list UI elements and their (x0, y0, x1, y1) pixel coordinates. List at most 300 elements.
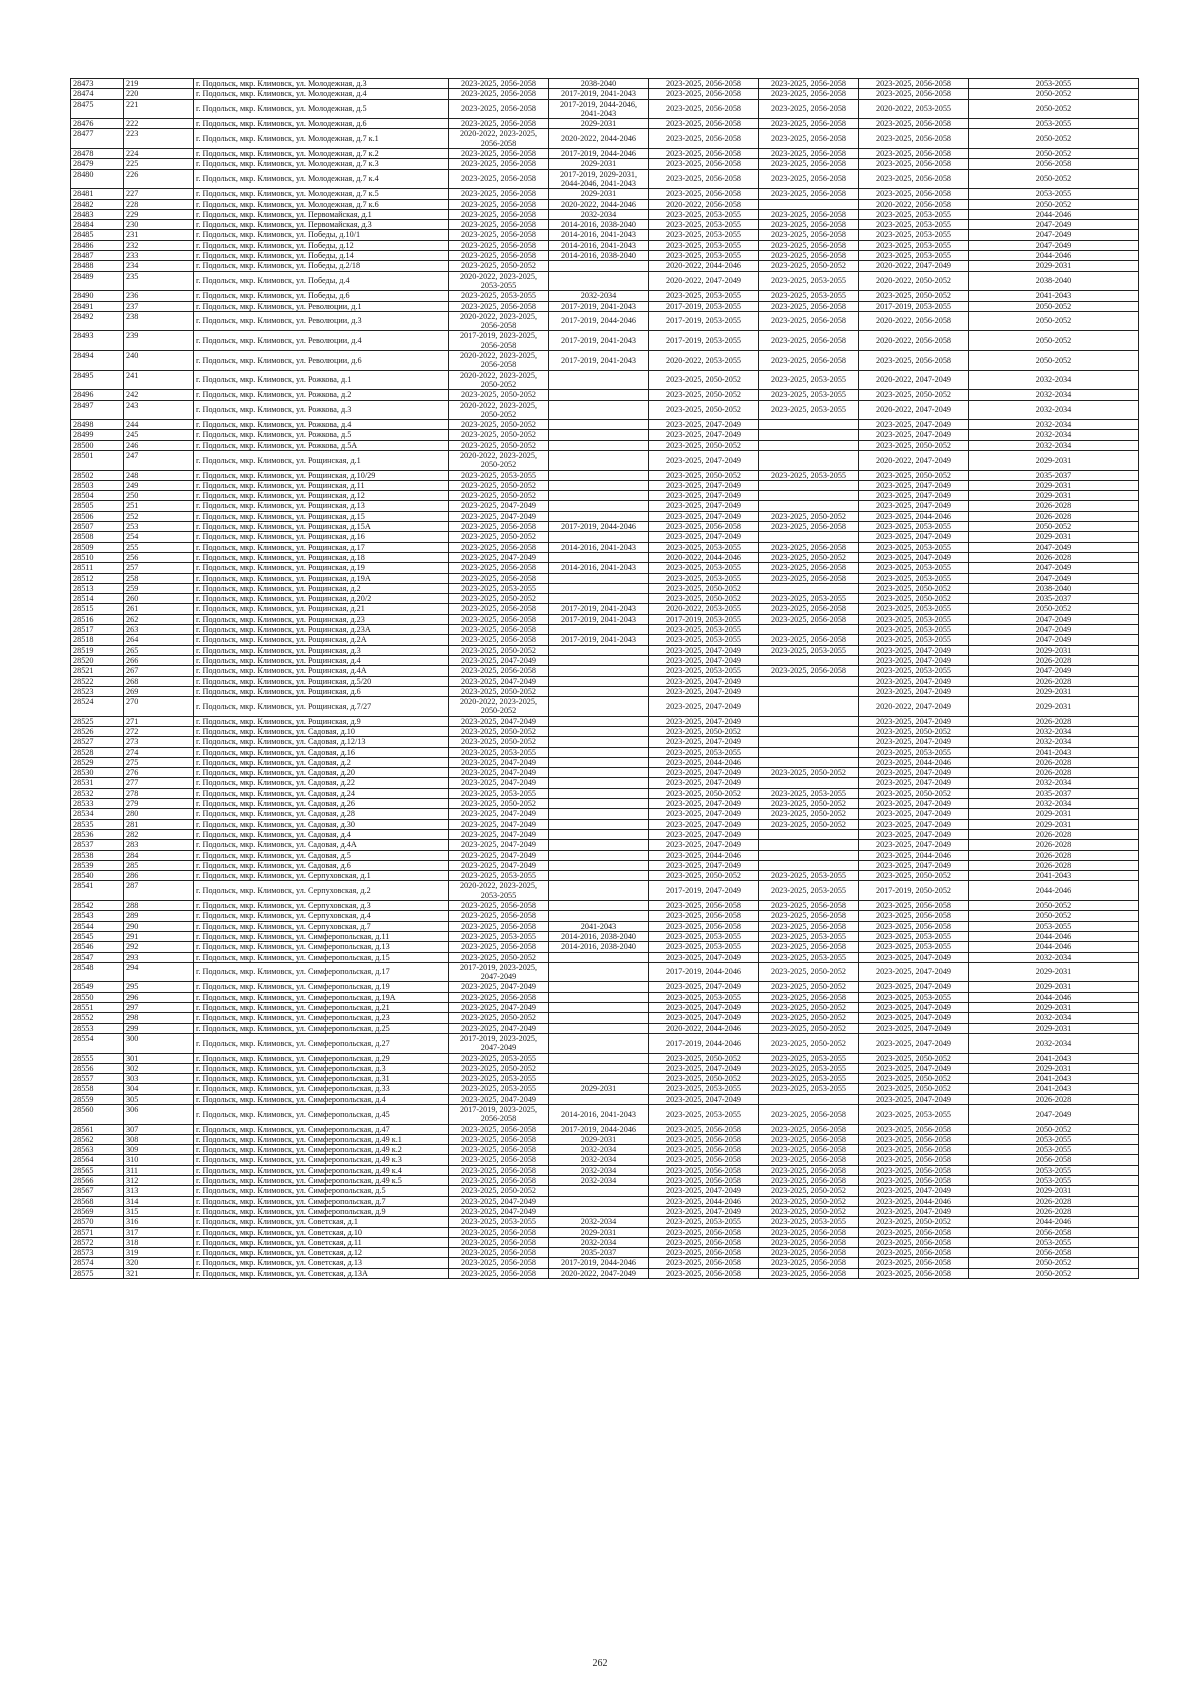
table-row (71, 331, 1139, 351)
period-cell: 2023-2025, 2056-2058 (649, 1248, 759, 1258)
period-cell: 2023-2025, 2056-2058 (859, 1227, 969, 1237)
period-cell: 2023-2025, 2056-2058 (859, 901, 969, 911)
table-row (71, 1063, 1139, 1073)
period-cell: 2023-2025, 2053-2055 (759, 1074, 859, 1084)
period-cell: 2035-2037 (969, 594, 1139, 604)
period-cell: 2023-2025, 2047-2049 (859, 532, 969, 542)
record-id-cell: 28489 (71, 271, 124, 291)
period-cell: 2050-2052 (969, 149, 1139, 159)
period-cell (759, 501, 859, 511)
period-cell (759, 583, 859, 593)
period-cell (549, 982, 649, 992)
address-cell: г. Подольск, мкр. Климовск, ул. Симферопольская, д.49 к.1 (194, 1134, 449, 1144)
table-row (71, 1227, 1139, 1237)
period-cell: 2023-2025, 2047-2049 (649, 860, 759, 870)
record-id-cell: 28539 (71, 860, 124, 870)
period-cell: 2023-2025, 2050-2052 (859, 871, 969, 881)
period-cell: 2020-2022, 2053-2055 (649, 351, 759, 371)
row-number-cell: 284 (124, 850, 194, 860)
period-cell: 2029-2031 (969, 645, 1139, 655)
period-cell: 2023-2025, 2050-2052 (449, 491, 549, 501)
period-cell: 2023-2025, 2047-2049 (649, 491, 759, 501)
record-id-cell: 28516 (71, 614, 124, 624)
record-id-cell: 28522 (71, 676, 124, 686)
row-number-cell: 298 (124, 1013, 194, 1023)
period-cell: 2023-2025, 2050-2052 (449, 799, 549, 809)
period-cell: 2023-2025, 2047-2049 (649, 1094, 759, 1104)
period-cell: 2032-2034 (549, 1165, 649, 1175)
period-cell: 2023-2025, 2050-2052 (449, 727, 549, 737)
period-cell (549, 1023, 649, 1033)
period-cell: 2023-2025, 2050-2052 (649, 788, 759, 798)
period-cell: 2023-2025, 2047-2049 (859, 952, 969, 962)
period-cell: 2023-2025, 2047-2049 (649, 676, 759, 686)
row-number-cell: 266 (124, 655, 194, 665)
table-row (71, 159, 1139, 169)
period-cell: 2023-2025, 2047-2049 (859, 552, 969, 562)
period-cell: 2023-2025, 2056-2058 (449, 1248, 549, 1258)
period-cell: 2023-2025, 2056-2058 (649, 79, 759, 89)
period-cell: 2023-2025, 2056-2058 (759, 79, 859, 89)
period-cell: 2023-2025, 2056-2058 (859, 921, 969, 931)
period-cell: 2023-2025, 2053-2055 (759, 881, 859, 901)
period-cell: 2020-2022, 2047-2049 (859, 697, 969, 717)
period-cell: 2023-2025, 2056-2058 (449, 921, 549, 931)
period-cell: 2023-2025, 2056-2058 (649, 119, 759, 129)
period-cell (759, 491, 859, 501)
period-cell: 2023-2025, 2053-2055 (649, 1084, 759, 1094)
period-cell (549, 952, 649, 962)
table-row (71, 129, 1139, 149)
period-cell: 2050-2052 (969, 129, 1139, 149)
period-cell: 2023-2025, 2053-2055 (649, 209, 759, 219)
period-cell: 2020-2022, 2047-2049 (549, 1268, 649, 1278)
period-cell: 2047-2049 (969, 542, 1139, 552)
address-cell: г. Подольск, мкр. Климовск, ул. Рощинская, д.16 (194, 532, 449, 542)
period-cell: 2023-2025, 2056-2058 (449, 1155, 549, 1165)
period-cell: 2023-2025, 2053-2055 (449, 1217, 549, 1227)
period-cell: 2023-2025, 2047-2049 (649, 952, 759, 962)
record-id-cell: 28555 (71, 1053, 124, 1063)
period-cell: 2023-2025, 2047-2049 (859, 480, 969, 490)
period-cell: 2023-2025, 2047-2049 (649, 430, 759, 440)
period-cell: 2023-2025, 2056-2058 (449, 189, 549, 199)
period-cell: 2023-2025, 2050-2052 (859, 1074, 969, 1084)
period-cell: 2023-2025, 2053-2055 (449, 291, 549, 301)
period-cell: 2023-2025, 2056-2058 (859, 351, 969, 371)
period-cell: 2023-2025, 2056-2058 (449, 573, 549, 583)
period-cell: 2020-2022, 2056-2058 (859, 331, 969, 351)
record-id-cell: 28497 (71, 400, 124, 420)
period-cell: 2023-2025, 2050-2052 (859, 727, 969, 737)
address-cell: г. Подольск, мкр. Климовск, ул. Симферопольская, д.27 (194, 1033, 449, 1053)
table-row (71, 501, 1139, 511)
period-cell: 2026-2028 (969, 501, 1139, 511)
address-cell: г. Подольск, мкр. Климовск, ул. Садовая, д.24 (194, 788, 449, 798)
period-cell: 2023-2025, 2056-2058 (649, 89, 759, 99)
address-cell: г. Подольск, мкр. Климовск, ул. Садовая, д.28 (194, 809, 449, 819)
row-number-cell: 262 (124, 614, 194, 624)
period-cell: 2023-2025, 2053-2055 (759, 390, 859, 400)
period-cell: 2029-2031 (549, 119, 649, 129)
period-cell: 2026-2028 (969, 768, 1139, 778)
period-cell: 2053-2055 (969, 921, 1139, 931)
table-row (71, 829, 1139, 839)
period-cell: 2023-2025, 2047-2049 (649, 1063, 759, 1073)
address-cell: г. Подольск, мкр. Климовск, ул. Советская, д.10 (194, 1227, 449, 1237)
address-cell: г. Подольск, мкр. Климовск, ул. Рощинская, д.4А (194, 666, 449, 676)
table-row (71, 1196, 1139, 1206)
period-cell: 2041-2043 (969, 291, 1139, 301)
period-cell: 2023-2025, 2056-2058 (859, 1134, 969, 1144)
period-cell: 2020-2022, 2023-2025, 2056-2058 (449, 351, 549, 371)
address-cell: г. Подольск, мкр. Климовск, ул. Серпуховская, д.4 (194, 911, 449, 921)
row-number-cell: 238 (124, 311, 194, 331)
record-id-cell: 28523 (71, 686, 124, 696)
period-cell: 2023-2025, 2044-2046 (859, 1196, 969, 1206)
period-cell: 2014-2016, 2041-2043 (549, 1104, 649, 1124)
period-cell (549, 583, 649, 593)
table-row (71, 1074, 1139, 1084)
period-cell: 2023-2025, 2053-2055 (759, 788, 859, 798)
period-cell: 2023-2025, 2053-2055 (449, 747, 549, 757)
table-row (71, 552, 1139, 562)
table-row (71, 542, 1139, 552)
period-cell: 2017-2019, 2053-2055 (649, 301, 759, 311)
row-number-cell: 253 (124, 522, 194, 532)
period-cell: 2023-2025, 2056-2058 (859, 159, 969, 169)
row-number-cell: 272 (124, 727, 194, 737)
table-row (71, 271, 1139, 291)
address-cell: г. Подольск, мкр. Климовск, ул. Симферопольская, д.15 (194, 952, 449, 962)
period-cell: 2023-2025, 2056-2058 (449, 901, 549, 911)
period-cell: 2023-2025, 2050-2052 (759, 1013, 859, 1023)
period-cell: 2017-2019, 2053-2055 (649, 311, 759, 331)
period-cell: 2056-2058 (969, 1155, 1139, 1165)
period-cell: 2023-2025, 2044-2046 (859, 850, 969, 860)
period-cell: 2023-2025, 2050-2052 (449, 1013, 549, 1023)
address-cell: г. Подольск, мкр. Климовск, ул. Рощинская, д.21 (194, 604, 449, 614)
period-cell (759, 778, 859, 788)
period-cell: 2023-2025, 2053-2055 (649, 931, 759, 941)
record-id-cell: 28526 (71, 727, 124, 737)
period-cell (549, 676, 649, 686)
table-row (71, 301, 1139, 311)
row-number-cell: 224 (124, 149, 194, 159)
period-cell: 2041-2043 (969, 1074, 1139, 1084)
period-cell: 2020-2022, 2023-2025, 2050-2052 (449, 450, 549, 470)
period-cell: 2020-2022, 2023-2025, 2053-2055 (449, 271, 549, 291)
period-cell: 2023-2025, 2056-2058 (759, 1155, 859, 1165)
period-cell: 2050-2052 (969, 311, 1139, 331)
record-id-cell: 28481 (71, 189, 124, 199)
period-cell: 2023-2025, 2044-2046 (859, 511, 969, 521)
row-number-cell: 225 (124, 159, 194, 169)
period-cell: 2044-2046 (969, 1217, 1139, 1227)
period-cell: 2050-2052 (969, 99, 1139, 119)
period-cell: 2023-2025, 2047-2049 (859, 1094, 969, 1104)
address-cell: г. Подольск, мкр. Климовск, ул. Симферопольская, д.7 (194, 1196, 449, 1206)
period-cell: 2023-2025, 2047-2049 (449, 676, 549, 686)
table-row (71, 440, 1139, 450)
period-cell (549, 1206, 649, 1216)
record-id-cell: 28491 (71, 301, 124, 311)
address-cell: г. Подольск, мкр. Климовск, ул. Симферопольская, д.19 (194, 982, 449, 992)
period-cell: 2017-2019, 2041-2043 (549, 331, 649, 351)
row-number-cell: 236 (124, 291, 194, 301)
period-cell (549, 860, 649, 870)
row-number-cell: 292 (124, 942, 194, 952)
record-id-cell: 28506 (71, 511, 124, 521)
period-cell: 2023-2025, 2056-2058 (449, 992, 549, 1002)
period-cell: 2023-2025, 2056-2058 (649, 149, 759, 159)
period-cell: 2023-2025, 2053-2055 (759, 271, 859, 291)
period-cell: 2020-2022, 2056-2058 (859, 199, 969, 209)
row-number-cell: 256 (124, 552, 194, 562)
period-cell (759, 697, 859, 717)
period-cell: 2014-2016, 2041-2043 (549, 563, 649, 573)
period-cell: 2023-2025, 2056-2058 (449, 522, 549, 532)
period-cell: 2044-2046 (969, 942, 1139, 952)
record-id-cell: 28574 (71, 1258, 124, 1268)
address-cell: г. Подольск, мкр. Климовск, ул. Садовая, д.12/13 (194, 737, 449, 747)
table-row (71, 89, 1139, 99)
period-cell: 2020-2022, 2023-2025, 2056-2058 (449, 311, 549, 331)
period-cell: 2023-2025, 2047-2049 (649, 768, 759, 778)
period-cell (549, 871, 649, 881)
table-row (71, 79, 1139, 89)
address-cell: г. Подольск, мкр. Климовск, ул. Рожкова, д.1 (194, 370, 449, 390)
record-id-cell: 28486 (71, 240, 124, 250)
row-number-cell: 288 (124, 901, 194, 911)
period-cell: 2023-2025, 2056-2058 (759, 563, 859, 573)
period-cell: 2023-2025, 2056-2058 (759, 921, 859, 931)
period-cell (759, 676, 859, 686)
record-id-cell: 28551 (71, 1003, 124, 1013)
record-id-cell: 28532 (71, 788, 124, 798)
table-row (71, 697, 1139, 717)
period-cell: 2023-2025, 2050-2052 (649, 871, 759, 881)
period-cell: 2023-2025, 2056-2058 (859, 1237, 969, 1247)
period-cell: 2023-2025, 2056-2058 (759, 614, 859, 624)
row-number-cell: 257 (124, 563, 194, 573)
table-row (71, 921, 1139, 931)
record-id-cell: 28478 (71, 149, 124, 159)
period-cell: 2044-2046 (969, 992, 1139, 1002)
row-number-cell: 246 (124, 440, 194, 450)
period-cell: 2023-2025, 2056-2058 (449, 209, 549, 219)
period-cell: 2023-2025, 2050-2052 (449, 686, 549, 696)
period-cell: 2014-2016, 2041-2043 (549, 230, 649, 240)
address-cell: г. Подольск, мкр. Климовск, ул. Молодежная, д.7 к.5 (194, 189, 449, 199)
period-cell: 2047-2049 (969, 573, 1139, 583)
row-number-cell: 319 (124, 1248, 194, 1258)
period-cell: 2023-2025, 2056-2058 (449, 230, 549, 240)
period-cell: 2023-2025, 2044-2046 (649, 1196, 759, 1206)
table-row (71, 625, 1139, 635)
period-cell: 2023-2025, 2056-2058 (649, 921, 759, 931)
period-cell: 2050-2052 (969, 331, 1139, 351)
table-row (71, 573, 1139, 583)
period-cell: 2023-2025, 2053-2055 (649, 542, 759, 552)
period-cell: 2023-2025, 2047-2049 (859, 1033, 969, 1053)
period-cell: 2017-2019, 2041-2043 (549, 89, 649, 99)
period-cell: 2047-2049 (969, 230, 1139, 240)
period-cell: 2029-2031 (969, 686, 1139, 696)
table-row (71, 1124, 1139, 1134)
address-cell: г. Подольск, мкр. Климовск, ул. Рощинская, д.23 (194, 614, 449, 624)
period-cell: 2023-2025, 2053-2055 (449, 788, 549, 798)
address-cell: г. Подольск, мкр. Климовск, ул. Симферопольская, д.19А (194, 992, 449, 1002)
period-cell: 2029-2031 (969, 982, 1139, 992)
period-cell: 2023-2025, 2056-2058 (759, 159, 859, 169)
period-cell: 2017-2019, 2053-2055 (649, 614, 759, 624)
row-number-cell: 263 (124, 625, 194, 635)
period-cell: 2023-2025, 2056-2058 (759, 911, 859, 921)
period-cell: 2050-2052 (969, 604, 1139, 614)
table-row (71, 420, 1139, 430)
period-cell (549, 1074, 649, 1084)
record-id-cell: 28518 (71, 635, 124, 645)
period-cell: 2017-2019, 2044-2046 (549, 1258, 649, 1268)
address-cell: г. Подольск, мкр. Климовск, ул. Симферопольская, д.49 к.3 (194, 1155, 449, 1165)
period-cell: 2023-2025, 2056-2058 (859, 79, 969, 89)
row-number-cell: 231 (124, 230, 194, 240)
period-cell: 2023-2025, 2047-2049 (859, 1013, 969, 1023)
address-cell: г. Подольск, мкр. Климовск, ул. Рощинская, д.9 (194, 716, 449, 726)
record-id-cell: 28513 (71, 583, 124, 593)
period-cell: 2023-2025, 2056-2058 (759, 1258, 859, 1268)
address-cell: г. Подольск, мкр. Климовск, ул. Победы, д.14 (194, 251, 449, 261)
period-cell: 2023-2025, 2044-2046 (859, 757, 969, 767)
table-row (71, 1176, 1139, 1186)
address-cell: г. Подольск, мкр. Климовск, ул. Рощинская, д.6 (194, 686, 449, 696)
row-number-cell: 235 (124, 271, 194, 291)
row-number-cell: 243 (124, 400, 194, 420)
period-cell: 2023-2025, 2056-2058 (759, 542, 859, 552)
period-cell (549, 962, 649, 982)
period-cell: 2023-2025, 2053-2055 (859, 992, 969, 1002)
period-cell: 2017-2019, 2044-2046 (549, 522, 649, 532)
period-cell: 2023-2025, 2056-2058 (649, 911, 759, 921)
period-cell: 2020-2022, 2023-2025, 2050-2052 (449, 370, 549, 390)
period-cell: 2023-2025, 2056-2058 (449, 199, 549, 209)
row-number-cell: 229 (124, 209, 194, 219)
period-cell (549, 799, 649, 809)
table-row (71, 1237, 1139, 1247)
period-cell (549, 1063, 649, 1073)
record-id-cell: 28550 (71, 992, 124, 1002)
page-number: 262 (592, 1658, 608, 1669)
period-cell: 2023-2025, 2050-2052 (859, 594, 969, 604)
table-row (71, 666, 1139, 676)
period-cell: 2023-2025, 2047-2049 (859, 1023, 969, 1033)
period-cell: 2023-2025, 2047-2049 (649, 655, 759, 665)
period-cell (759, 199, 859, 209)
period-cell: 2023-2025, 2047-2049 (449, 1023, 549, 1033)
period-cell (549, 757, 649, 767)
period-cell: 2053-2055 (969, 1176, 1139, 1186)
period-cell: 2023-2025, 2047-2049 (449, 1003, 549, 1013)
address-cell: г. Подольск, мкр. Климовск, ул. Молодежная, д.7 к.3 (194, 159, 449, 169)
record-id-cell: 28557 (71, 1074, 124, 1084)
address-cell: г. Подольск, мкр. Климовск, ул. Рощинская, д.7/27 (194, 697, 449, 717)
period-cell (759, 716, 859, 726)
table-row (71, 1013, 1139, 1023)
period-cell: 2023-2025, 2056-2058 (649, 129, 759, 149)
table-row (71, 1094, 1139, 1104)
period-cell: 2053-2055 (969, 1165, 1139, 1175)
period-cell: 2023-2025, 2047-2049 (649, 982, 759, 992)
address-cell: г. Подольск, мкр. Климовск, ул. Симферопольская, д.45 (194, 1104, 449, 1124)
address-cell: г. Подольск, мкр. Климовск, ул. Рощинская, д.2 (194, 583, 449, 593)
period-cell: 2023-2025, 2047-2049 (449, 1094, 549, 1104)
period-cell: 2023-2025, 2050-2052 (759, 511, 859, 521)
table-row (71, 251, 1139, 261)
table-row (71, 942, 1139, 952)
period-cell: 2041-2043 (969, 747, 1139, 757)
period-cell: 2023-2025, 2053-2055 (859, 942, 969, 952)
period-cell: 2029-2031 (969, 697, 1139, 717)
period-cell: 2023-2025, 2053-2055 (649, 992, 759, 1002)
address-cell: г. Подольск, мкр. Климовск, ул. Серпуховская, д.7 (194, 921, 449, 931)
record-id-cell: 28545 (71, 931, 124, 941)
record-id-cell: 28559 (71, 1094, 124, 1104)
record-id-cell: 28564 (71, 1155, 124, 1165)
period-cell: 2017-2019, 2044-2046 (549, 311, 649, 331)
record-id-cell: 28566 (71, 1176, 124, 1186)
row-number-cell: 260 (124, 594, 194, 604)
address-cell: г. Подольск, мкр. Климовск, ул. Симферопольская, д.23 (194, 1013, 449, 1023)
record-id-cell: 28556 (71, 1063, 124, 1073)
table-row (71, 99, 1139, 119)
period-cell: 2026-2028 (969, 850, 1139, 860)
record-id-cell: 28540 (71, 871, 124, 881)
record-id-cell: 28536 (71, 829, 124, 839)
table-row (71, 809, 1139, 819)
address-cell: г. Подольск, мкр. Климовск, ул. Садовая, д.4 (194, 829, 449, 839)
period-cell: 2026-2028 (969, 829, 1139, 839)
row-number-cell: 259 (124, 583, 194, 593)
row-number-cell: 228 (124, 199, 194, 209)
row-number-cell: 321 (124, 1268, 194, 1278)
period-cell (549, 1196, 649, 1206)
period-cell: 2056-2058 (969, 159, 1139, 169)
row-number-cell: 276 (124, 768, 194, 778)
record-id-cell: 28500 (71, 440, 124, 450)
record-id-cell: 28562 (71, 1134, 124, 1144)
period-cell: 2023-2025, 2050-2052 (759, 819, 859, 829)
row-number-cell: 305 (124, 1094, 194, 1104)
document-page (70, 78, 1138, 1279)
row-number-cell: 307 (124, 1124, 194, 1134)
period-cell: 2023-2025, 2050-2052 (649, 370, 759, 390)
row-number-cell: 299 (124, 1023, 194, 1033)
period-cell: 2047-2049 (969, 563, 1139, 573)
table-row (71, 1084, 1139, 1094)
period-cell: 2023-2025, 2047-2049 (449, 819, 549, 829)
period-cell: 2017-2019, 2044-2046 (549, 1124, 649, 1134)
period-cell: 2032-2034 (969, 420, 1139, 430)
period-cell: 2017-2019, 2053-2055 (649, 331, 759, 351)
address-cell: г. Подольск, мкр. Климовск, ул. Рощинская, д.4 (194, 655, 449, 665)
period-cell: 2023-2025, 2047-2049 (649, 809, 759, 819)
table-row (71, 470, 1139, 480)
row-number-cell: 271 (124, 716, 194, 726)
period-cell: 2023-2025, 2053-2055 (449, 1084, 549, 1094)
period-cell: 2023-2025, 2056-2058 (449, 149, 549, 159)
row-number-cell: 311 (124, 1165, 194, 1175)
